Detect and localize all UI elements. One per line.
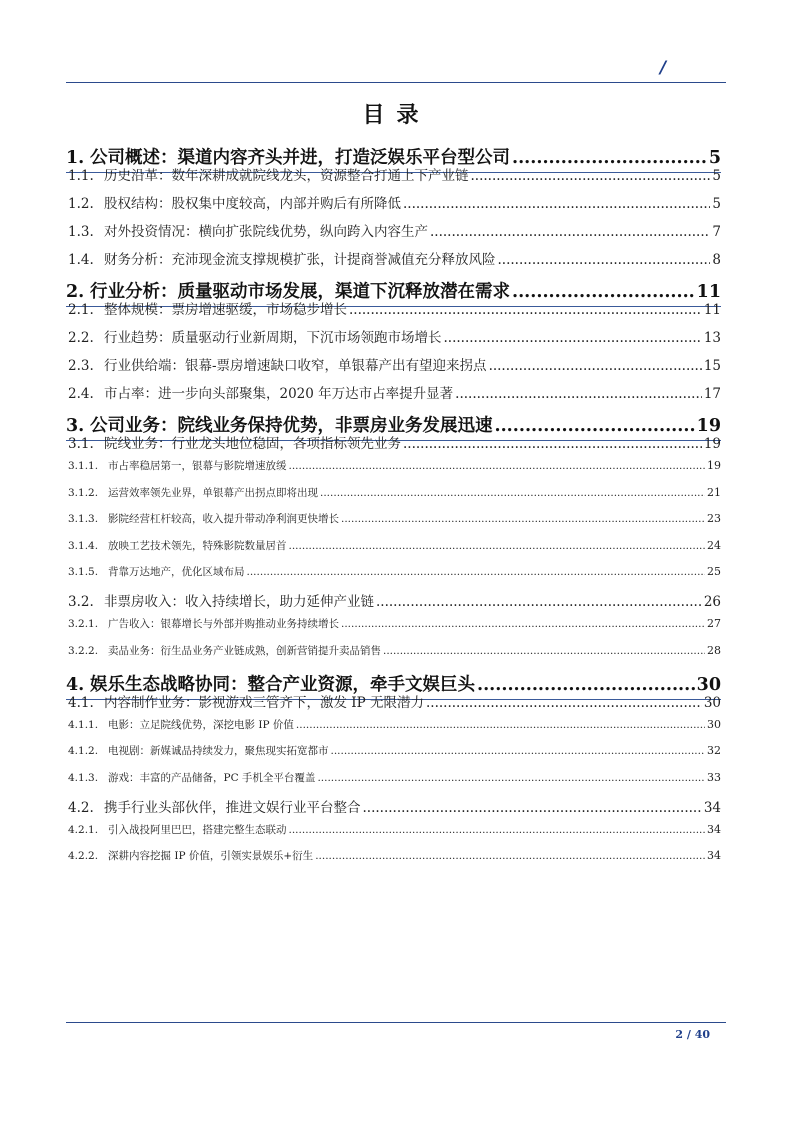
dot-leader bbox=[489, 356, 702, 376]
toc-number: 4.1.2. bbox=[68, 745, 99, 757]
dot-leader bbox=[498, 250, 711, 270]
toc-page-number: 5 bbox=[708, 148, 721, 168]
dot-leader bbox=[247, 564, 706, 580]
toc-page-number: 13 bbox=[703, 330, 721, 346]
toc-section[interactable] bbox=[66, 384, 721, 404]
toc-title: 影院经营杠杆较高，收入提升带动净利润更快增长 bbox=[108, 513, 339, 525]
toc-title: 历史沿革：数年深耕成就院线龙头，资源整合打通上下产业链 bbox=[104, 168, 469, 184]
toc-number: 3.1.1. bbox=[68, 460, 99, 472]
toc-title: 广告收入：银幕增长与外部并购推动业务持续增长 bbox=[108, 618, 339, 630]
toc-section[interactable] bbox=[66, 166, 721, 186]
toc-title: 深耕内容挖掘 IP 价值，引领实景娱乐+衍生 bbox=[108, 850, 314, 862]
toc-page-number: 30 bbox=[707, 717, 721, 731]
toc-title: 整体规模：票房增速驱缓，市场稳步增长 bbox=[104, 302, 347, 318]
toc-number: 4.2.1. bbox=[68, 823, 99, 836]
toc-number: 3.1.4. bbox=[68, 539, 99, 552]
toc-title: 卖品业务：衍生品业务产业链成熟，创新营销提升卖品销售 bbox=[108, 644, 381, 657]
toc-page-number: 21 bbox=[707, 485, 721, 499]
toc-number: 3.2.1. bbox=[68, 618, 99, 630]
toc-page-number: 5 bbox=[712, 196, 721, 212]
toc-title: 行业分析：质量驱动市场发展，渠道下沉释放潜在需求 bbox=[90, 282, 510, 302]
toc-number: 3. bbox=[66, 416, 85, 436]
toc-page-number: 5 bbox=[712, 168, 721, 184]
page-title: 目录 bbox=[362, 102, 431, 128]
dot-leader bbox=[376, 592, 702, 612]
dot-leader bbox=[430, 222, 710, 242]
toc-title: 运营效率领先业界，单银幕产出拐点即将出现 bbox=[108, 486, 318, 499]
dot-leader bbox=[341, 511, 705, 527]
dot-leader bbox=[383, 643, 705, 659]
toc-page-number: 11 bbox=[703, 302, 721, 318]
toc-title: 市占率：进一步向头部聚集，2020 年万达市占率提升显著 bbox=[104, 386, 454, 402]
toc-number: 2.3. bbox=[68, 358, 94, 374]
toc-page-number: 32 bbox=[707, 744, 721, 757]
toc-title: 背靠万达地产，优化区域布局 bbox=[108, 566, 245, 578]
toc-title: 游戏：丰富的产品储备，PC 手机全平台覆盖 bbox=[108, 771, 316, 784]
toc-number: 3.1. bbox=[68, 436, 94, 452]
toc-section[interactable] bbox=[66, 356, 721, 376]
dot-leader bbox=[296, 717, 705, 733]
toc-number: 3.1.5. bbox=[68, 566, 99, 578]
toc-subsection[interactable] bbox=[66, 643, 721, 659]
toc-number: 2.2. bbox=[68, 330, 94, 346]
toc-number: 2. bbox=[66, 282, 85, 302]
toc-number: 3.1.3. bbox=[68, 513, 99, 525]
toc-title: 内容制作业务：影视游戏三管齐下，激发 IP 无限潜力 bbox=[104, 694, 424, 711]
toc-page-number: 34 bbox=[707, 849, 721, 862]
toc-title: 院线业务：行业龙头地位稳固，各项指标领先业务 bbox=[104, 436, 401, 452]
footer-rule bbox=[66, 1022, 726, 1023]
toc-page-number: 26 bbox=[703, 594, 721, 610]
toc-page-number: 11 bbox=[696, 282, 721, 302]
dot-leader bbox=[403, 194, 710, 214]
dot-leader bbox=[320, 485, 705, 501]
dot-leader bbox=[289, 538, 706, 554]
toc-title: 放映工艺技术领先，特殊影院数量居首 bbox=[108, 539, 287, 552]
toc-number: 2.1. bbox=[68, 302, 94, 318]
toc-number: 3.2. bbox=[68, 594, 94, 610]
header-slash-mark: / bbox=[660, 58, 667, 78]
toc-section[interactable] bbox=[66, 693, 721, 713]
toc-number: 1.3. bbox=[68, 224, 94, 240]
toc-subsection[interactable] bbox=[66, 511, 721, 527]
toc-section[interactable] bbox=[66, 222, 721, 242]
toc-page-number: 23 bbox=[707, 512, 721, 525]
toc-section[interactable] bbox=[66, 592, 721, 612]
toc-number: 4.1.1. bbox=[68, 718, 99, 731]
dot-leader bbox=[317, 770, 705, 786]
toc-page-number: 19 bbox=[707, 459, 721, 472]
toc-subsection[interactable] bbox=[66, 743, 721, 759]
toc-subsection[interactable] bbox=[66, 822, 721, 838]
toc-subsection[interactable] bbox=[66, 538, 721, 554]
toc-subsection[interactable] bbox=[66, 564, 721, 580]
toc-number: 4.1.3. bbox=[68, 771, 99, 784]
toc-number: 1.2. bbox=[68, 196, 94, 212]
toc-subsection[interactable] bbox=[66, 717, 721, 733]
toc-page-number: 27 bbox=[707, 617, 721, 630]
toc-title: 行业供给端：银幕-票房增速缺口收窄，单银幕产出有望迎来拐点 bbox=[104, 358, 487, 374]
toc-section[interactable] bbox=[66, 250, 721, 270]
toc-title: 市占率稳居第一，银幕与影院增速放缓 bbox=[108, 460, 287, 472]
toc-number: 4.2. bbox=[68, 799, 94, 816]
toc-section[interactable] bbox=[66, 434, 721, 454]
toc-section[interactable] bbox=[66, 328, 721, 348]
toc-subsection[interactable] bbox=[66, 770, 721, 786]
toc-page-number: 33 bbox=[707, 770, 721, 784]
toc-subsection[interactable] bbox=[66, 458, 721, 474]
toc-section[interactable] bbox=[66, 798, 721, 818]
toc-number: 4.2.2. bbox=[68, 850, 99, 862]
toc-subsection[interactable] bbox=[66, 485, 721, 501]
toc-title: 电影：立足院线优势，深挖电影 IP 价值 bbox=[108, 718, 294, 731]
toc-page-number: 19 bbox=[703, 436, 721, 452]
toc-number: 4.1. bbox=[68, 694, 94, 711]
dot-leader bbox=[363, 798, 702, 818]
dot-leader bbox=[289, 822, 706, 838]
toc-title: 对外投资情况：横向扩张院线优势，纵向跨入内容生产 bbox=[104, 224, 428, 240]
toc-title: 股权结构：股权集中度较高，内部并购后有所降低 bbox=[104, 196, 401, 212]
toc-title: 公司业务：院线业务保持优势，非票房业务发展迅速 bbox=[90, 416, 493, 436]
toc-subsection[interactable] bbox=[66, 616, 721, 632]
toc-title: 娱乐生态战略协同：整合产业资源，牵手文娱巨头 bbox=[90, 674, 475, 695]
toc-page-number: 17 bbox=[703, 386, 721, 402]
dot-leader bbox=[349, 300, 702, 320]
toc-title: 财务分析：充沛现金流支撑规模扩张，计提商誉减值充分释放风险 bbox=[104, 252, 496, 268]
toc-page-number: 15 bbox=[703, 358, 721, 374]
toc-title: 电视剧：新媒诚品持续发力，聚焦现实拓宽都市 bbox=[108, 745, 329, 757]
toc-subsection[interactable] bbox=[66, 848, 721, 864]
dot-leader bbox=[403, 434, 702, 454]
toc-number: 3.1.2. bbox=[68, 486, 99, 499]
toc-section[interactable] bbox=[66, 194, 721, 214]
toc-title: 行业趋势：质量驱动行业新周期，下沉市场领跑市场增长 bbox=[104, 330, 442, 346]
toc-page-number: 34 bbox=[707, 822, 721, 836]
header-rule bbox=[66, 82, 726, 83]
page-number: 2 / 40 bbox=[675, 1028, 710, 1041]
toc-number: 1. bbox=[66, 148, 85, 168]
toc-page-number: 25 bbox=[707, 565, 721, 578]
toc-title: 引入战投阿里巴巴，搭建完整生态联动 bbox=[108, 823, 287, 836]
toc-page-number: 24 bbox=[707, 538, 721, 552]
toc-page-number: 30 bbox=[703, 694, 721, 711]
toc-number: 1.1. bbox=[68, 168, 94, 184]
toc-page-number: 8 bbox=[712, 252, 721, 268]
toc-title: 携手行业头部伙伴，推进文娱行业平台整合 bbox=[104, 799, 361, 816]
dot-leader bbox=[455, 384, 702, 404]
toc-section[interactable] bbox=[66, 300, 721, 320]
dot-leader bbox=[289, 458, 706, 474]
toc-page-number: 30 bbox=[696, 674, 721, 695]
dot-leader bbox=[426, 693, 702, 713]
toc-number: 1.4. bbox=[68, 252, 94, 268]
toc-number: 3.2.2. bbox=[68, 644, 99, 657]
dot-leader bbox=[341, 616, 705, 632]
dot-leader bbox=[444, 328, 702, 348]
toc-page-number: 28 bbox=[707, 643, 721, 657]
toc-page-number: 19 bbox=[696, 416, 721, 436]
toc-page-number: 7 bbox=[712, 224, 721, 240]
toc-number: 4. bbox=[66, 674, 85, 695]
dot-leader bbox=[315, 848, 705, 864]
toc-title: 公司概述：渠道内容齐头并进，打造泛娱乐平台型公司 bbox=[90, 148, 510, 168]
toc-title: 非票房收入：收入持续增长，助力延伸产业链 bbox=[104, 594, 374, 610]
toc-page-number: 34 bbox=[703, 799, 721, 816]
dot-leader bbox=[331, 743, 706, 759]
toc-number: 2.4. bbox=[68, 386, 94, 402]
dot-leader bbox=[471, 166, 711, 186]
